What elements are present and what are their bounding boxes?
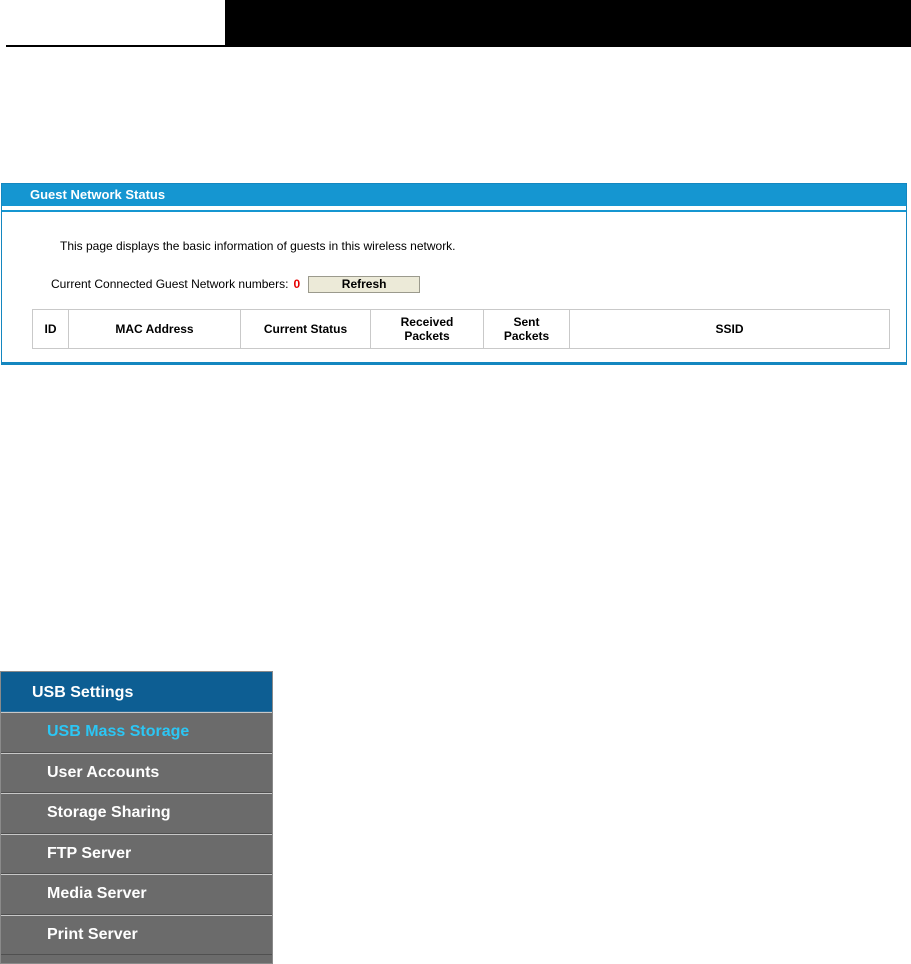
guest-count-label: Current Connected Guest Network numbers: (51, 277, 289, 291)
menu-item-storage-sharing[interactable]: Storage Sharing (1, 793, 272, 834)
panel-title-line (2, 210, 906, 212)
column-id: ID (33, 310, 69, 349)
column-received-packets (371, 310, 484, 349)
header-underline (6, 45, 225, 47)
panel-title: Guest Network Status (2, 184, 906, 206)
received-line-1: Received (400, 315, 454, 329)
menu-item-ftp-server[interactable]: FTP Server (1, 834, 272, 875)
guest-network-status-panel (1, 183, 907, 363)
received-line-2: Packets (404, 329, 450, 343)
menu-item-media-server[interactable]: Media Server (1, 874, 272, 915)
menu-item-usb-mass-storage[interactable]: USB Mass Storage (1, 712, 272, 753)
usb-settings-menu (0, 671, 273, 964)
menu-item-user-accounts[interactable]: User Accounts (1, 753, 272, 794)
column-ssid: SSID (570, 310, 890, 349)
guest-table (32, 309, 890, 349)
sent-line-2: Packets (503, 329, 550, 343)
column-current-status: Current Status (241, 310, 371, 349)
panel-bottom-line (1, 363, 907, 365)
table-header-row (33, 310, 890, 349)
sent-line-1: Sent (513, 315, 540, 329)
column-mac-address: MAC Address (69, 310, 241, 349)
guest-count-value: 0 (293, 277, 301, 291)
header-bar (225, 0, 911, 47)
intro-text: This page displays the basic information of guests in this wireless network. (60, 239, 456, 253)
guest-count-row (51, 274, 420, 294)
menu-header-usb-settings[interactable]: USB Settings (1, 672, 272, 712)
refresh-button[interactable]: Refresh (308, 276, 420, 293)
column-sent-packets (484, 310, 570, 349)
menu-item-print-server[interactable]: Print Server (1, 915, 272, 956)
